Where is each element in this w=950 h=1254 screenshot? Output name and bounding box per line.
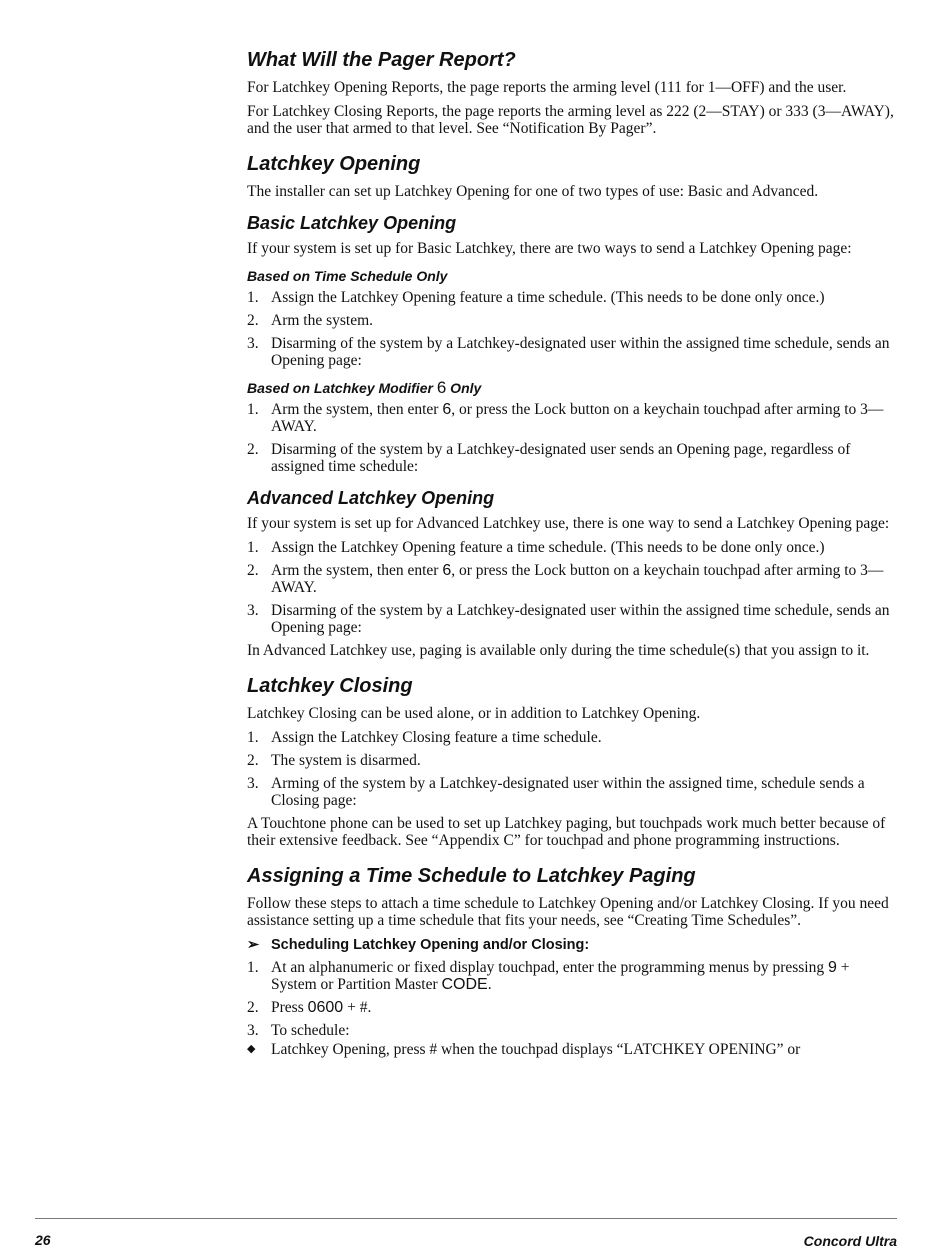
product-name: Concord Ultra [803, 1233, 897, 1249]
step-number: 2. [247, 562, 259, 579]
list-item [247, 1022, 899, 1039]
step-number: 3. [247, 335, 259, 352]
step-text: To schedule: [271, 1022, 350, 1039]
step-text: Disarming of the system by a Latchkey-designated user within the assigned time schedule, sends an Opening page: [271, 335, 890, 369]
page-number: 26 [35, 1232, 51, 1248]
text-run: + #. [343, 999, 372, 1016]
footer-divider [35, 1218, 897, 1219]
steps-time-schedule [247, 289, 899, 369]
step-number: 2. [247, 999, 259, 1016]
bullet-item [247, 1041, 899, 1058]
step-number: 1. [247, 729, 259, 746]
key-glyph: 6 [442, 401, 452, 418]
heading-text: Only [446, 380, 482, 396]
step-text: The system is disarmed. [271, 752, 421, 769]
list-item [247, 401, 899, 435]
steps-closing [247, 729, 899, 809]
heading-text: Based on Latchkey Modifier [247, 380, 437, 396]
paragraph: Latchkey Closing can be used alone, or in addition to Latchkey Opening. [247, 705, 701, 722]
step-number: 1. [247, 401, 259, 418]
procedure-heading [247, 937, 899, 953]
bullet-text: Latchkey Opening, press # when the touchpad displays “LATCHKEY OPENING” or [271, 1041, 801, 1058]
list-item [247, 999, 899, 1016]
heading-assigning-time-schedule: Assigning a Time Schedule to Latchkey Paging [247, 865, 696, 887]
key-glyph: CODE [441, 976, 488, 993]
step-text [271, 401, 899, 435]
step-text: Assign the Latchkey Opening feature a time schedule. (This needs to be done only once.) [271, 539, 825, 556]
text-run: Arm the system, then enter [271, 562, 443, 579]
heading-pager-report: What Will the Pager Report? [247, 49, 516, 71]
step-text [271, 959, 899, 993]
text-run: Arm the system, then enter [271, 401, 443, 418]
step-number: 2. [247, 441, 259, 458]
text-run: , or press the Lock button on a keychain touchpad after arming to 3—AWAY. [271, 562, 884, 596]
steps-modifier [247, 401, 899, 475]
page-content [247, 48, 899, 1058]
heading-latchkey-opening: Latchkey Opening [247, 153, 421, 175]
text-run: At an alphanumeric or fixed display touchpad, enter the programming menus by pressing [271, 959, 828, 976]
paragraph: If your system is set up for Advanced Latchkey use, there is one way to send a Latchkey Opening page: [247, 515, 890, 532]
list-item [247, 729, 899, 746]
heading-advanced-latchkey: Advanced Latchkey Opening [247, 488, 495, 508]
heading-latchkey-closing: Latchkey Closing [247, 675, 413, 697]
paragraph: For Latchkey Opening Reports, the page reports the arming level (111 for 1—OFF) and the user. [247, 79, 847, 96]
paragraph: A Touchtone phone can be used to set up Latchkey paging, but touchpads work much better because of their extensive feedback. See “Appendix C” for touchpad and phone programming instructions. [247, 815, 886, 849]
steps-assigning [247, 959, 899, 1039]
arrow-icon: ➢ [247, 937, 260, 953]
step-text [271, 562, 899, 596]
step-number: 1. [247, 959, 259, 976]
key-glyph: 6 [442, 562, 452, 579]
list-item [247, 441, 899, 475]
step-number: 1. [247, 539, 259, 556]
text-run: . [487, 976, 492, 993]
list-item [247, 775, 899, 809]
step-text: Disarming of the system by a Latchkey-designated user sends an Opening page, regardless of assigned time schedule: [271, 441, 851, 475]
list-item [247, 752, 899, 769]
key-glyph: 0600 [307, 999, 344, 1016]
list-item [247, 289, 899, 306]
paragraph: If your system is set up for Basic Latchkey, there are two ways to send a Latchkey Opening page: [247, 240, 852, 257]
step-text: Assign the Latchkey Closing feature a time schedule. [271, 729, 602, 746]
text-run: Press [271, 999, 308, 1016]
heading-modifier-only [247, 379, 899, 397]
step-number: 2. [247, 752, 259, 769]
key-glyph: 9 [828, 959, 837, 976]
paragraph: In Advanced Latchkey use, paging is available only during the time schedule(s) that you assign to it. [247, 642, 870, 659]
list-item [247, 312, 899, 329]
paragraph: Follow these steps to attach a time schedule to Latchkey Opening and/or Latchkey Closing. If you need assistance setting up a time schedule that fits your needs, see “Creating Time Schedules”. [247, 895, 889, 929]
step-text [271, 999, 899, 1016]
diamond-bullet-icon: ◆ [247, 1043, 256, 1055]
heading-basic-latchkey: Basic Latchkey Opening [247, 213, 457, 233]
list-item [247, 602, 899, 636]
heading-time-schedule-only: Based on Time Schedule Only [247, 268, 448, 284]
step-text: Disarming of the system by a Latchkey-designated user within the assigned time schedule, sends an Opening page: [271, 602, 890, 636]
step-number: 2. [247, 312, 259, 329]
step-text: Arm the system. [271, 312, 374, 329]
step-text: Assign the Latchkey Opening feature a time schedule. (This needs to be done only once.) [271, 289, 825, 306]
text-run: + System or Partition Master [271, 959, 850, 993]
list-item [247, 539, 899, 556]
step-number: 1. [247, 289, 259, 306]
steps-advanced [247, 539, 899, 636]
paragraph: The installer can set up Latchkey Opening for one of two types of use: Basic and Advanced. [247, 183, 819, 200]
step-number: 3. [247, 602, 259, 619]
step-text: Arming of the system by a Latchkey-designated user within the assigned time, schedule sends a Closing page: [271, 775, 865, 809]
step-number: 3. [247, 1022, 259, 1039]
list-item [247, 335, 899, 369]
paragraph: For Latchkey Closing Reports, the page reports the arming level as 222 (2—STAY) or 333 (3—AWAY), and the user that armed to that level. See “Notification By Pager”. [247, 103, 894, 137]
key-glyph: 6 [436, 378, 447, 397]
list-item [247, 562, 899, 596]
step-number: 3. [247, 775, 259, 792]
text-run: , or press the Lock button on a keychain touchpad after arming to 3—AWAY. [271, 401, 884, 435]
list-item [247, 959, 899, 993]
procedure-title: Scheduling Latchkey Opening and/or Closing: [271, 937, 590, 953]
